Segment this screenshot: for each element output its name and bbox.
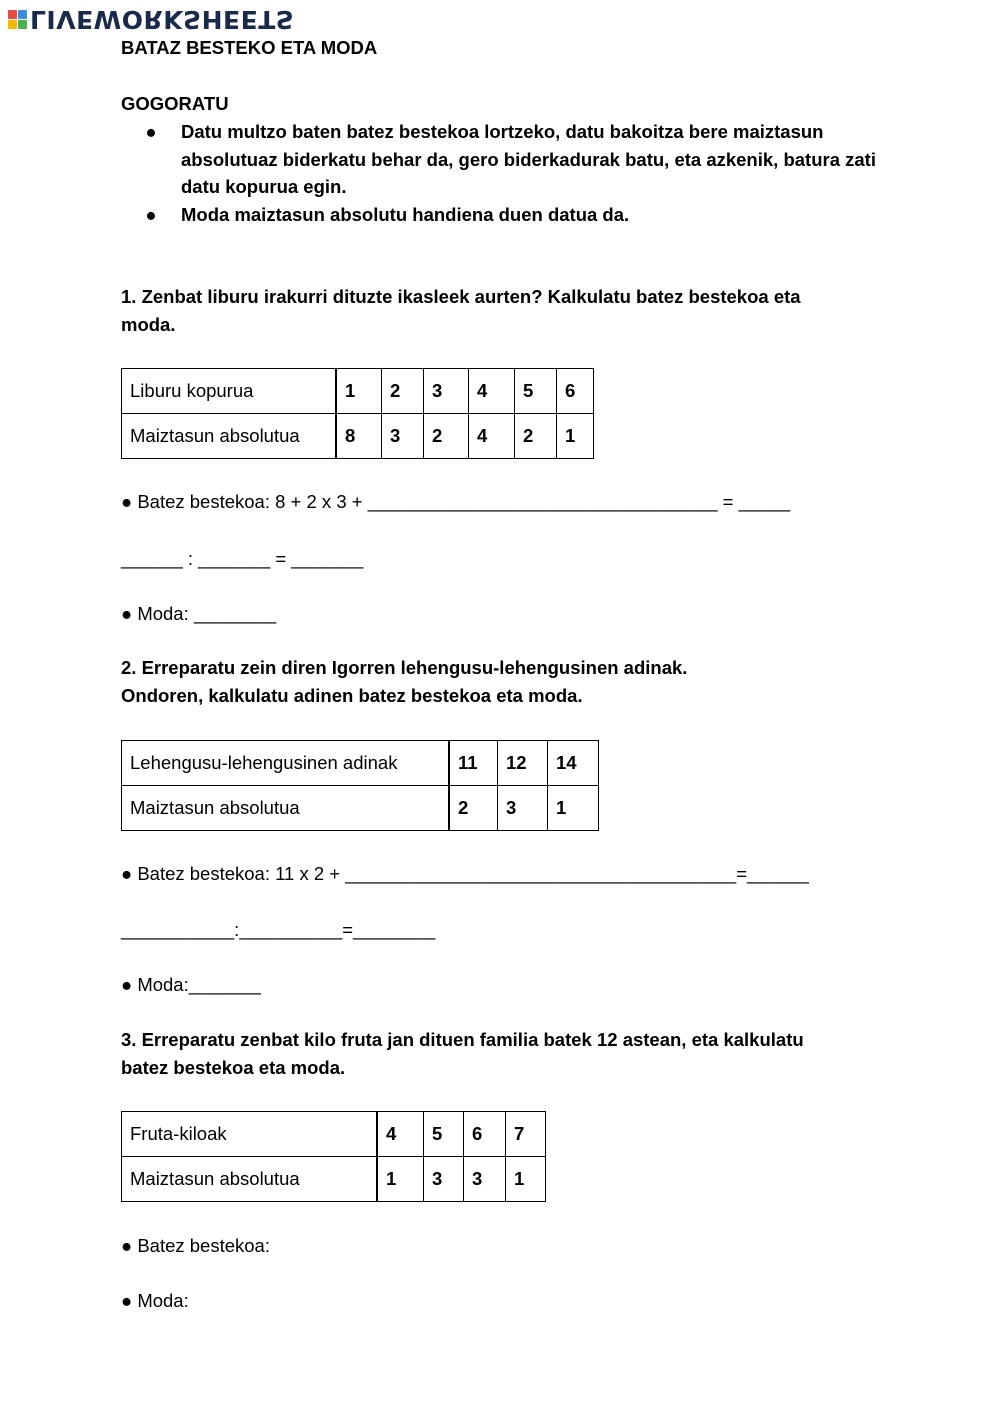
logo [8, 6, 294, 32]
reminder-item [121, 201, 881, 229]
exercise-1-table [121, 368, 594, 459]
bullet-icon: ● [145, 121, 157, 142]
logo-squares-icon [8, 10, 27, 29]
table-cell: 3 [424, 369, 469, 414]
table-cell: 6 [557, 369, 594, 414]
reminder-item [121, 118, 881, 201]
table-cell: 3 [424, 1157, 464, 1202]
page-title: BATAZ BESTEKO ETA MODA [121, 37, 378, 58]
table-cell: 1 [377, 1157, 424, 1202]
exercise-3-question-line-1: 3. Erreparatu zenbat kilo fruta jan dituen familia batek 12 astean, eta kalkulatu [121, 1029, 804, 1050]
table-cell: 3 [498, 786, 548, 831]
exercise-1-question-line-1: 1. Zenbat liburu irakurri dituzte ikasleek aurten? Kalkulatu batez bestekoa eta [121, 286, 801, 307]
table-cell: 2 [382, 369, 424, 414]
reminder-text: Moda maiztasun absolutu handiena duen datua da. [181, 203, 630, 225]
bullet-icon: ● [145, 203, 157, 225]
table-cell: 12 [498, 741, 548, 786]
table-header-cell: Maiztasun absolutua [122, 786, 450, 831]
reminder-heading: GOGORATU [121, 93, 229, 114]
table-cell: 4 [377, 1112, 424, 1157]
table-header-cell: Maiztasun absolutua [122, 1157, 378, 1202]
table-cell: 11 [449, 741, 498, 786]
exercise-3-table [121, 1111, 546, 1202]
table-cell: 1 [506, 1157, 546, 1202]
table-cell: 2 [424, 414, 469, 459]
exercise-3-mean-line[interactable]: ● Batez bestekoa: [121, 1235, 270, 1256]
table-cell: 2 [515, 414, 557, 459]
exercise-3-mode-line[interactable]: ● Moda: [121, 1290, 189, 1311]
table-row [122, 741, 599, 786]
table-header-cell: Liburu kopurua [122, 369, 337, 414]
table-header-cell: Maiztasun absolutua [122, 414, 337, 459]
table-cell: 7 [506, 1112, 546, 1157]
exercise-1-question-line-2: moda. [121, 314, 176, 335]
table-row [122, 1112, 546, 1157]
table-cell: 8 [336, 414, 382, 459]
table-header-cell: Fruta-kiloak [122, 1112, 378, 1157]
table-cell: 4 [469, 369, 515, 414]
table-row [122, 369, 594, 414]
table-cell: 1 [548, 786, 599, 831]
exercise-1-division-line[interactable]: ______ : _______ = _______ [121, 548, 364, 569]
table-cell: 3 [382, 414, 424, 459]
table-cell: 5 [515, 369, 557, 414]
table-cell: 6 [464, 1112, 506, 1157]
table-row [122, 414, 594, 459]
table-cell: 1 [557, 414, 594, 459]
logo-text: LIVEWORKSHEETS [30, 5, 295, 34]
table-header-cell: Lehengusu-lehengusinen adinak [122, 741, 450, 786]
exercise-1-mean-line[interactable]: ● Batez bestekoa: 8 + 2 x 3 + __________________________________ = _____ [121, 491, 791, 512]
table-row [122, 1157, 546, 1202]
exercise-3-question-line-2: batez bestekoa eta moda. [121, 1057, 346, 1078]
exercise-2-mode-line[interactable]: ● Moda:_______ [121, 974, 261, 995]
reminder-list [121, 118, 881, 228]
exercise-2-division-line[interactable]: ___________:__________=________ [121, 919, 436, 940]
table-cell: 14 [548, 741, 599, 786]
exercise-2-question-line-2: Ondoren, kalkulatu adinen batez bestekoa eta moda. [121, 685, 583, 706]
exercise-2-mean-line[interactable]: ● Batez bestekoa: 11 x 2 + ______________________________________=______ [121, 863, 809, 884]
table-cell: 5 [424, 1112, 464, 1157]
exercise-2-question-line-1: 2. Erreparatu zein diren Igorren lehengusu-lehengusinen adinak. [121, 657, 688, 678]
table-row [122, 786, 599, 831]
reminder-text: Datu multzo baten batez bestekoa lortzeko, datu bakoitza bere maiztasun absolutuaz biderkatu behar da, gero biderkadurak batu, eta azkenik, batura zati datu kopurua egin. [181, 121, 876, 197]
table-cell: 2 [449, 786, 498, 831]
table-cell: 4 [469, 414, 515, 459]
exercise-2-table [121, 740, 599, 831]
exercise-1-mode-line[interactable]: ● Moda: ________ [121, 603, 277, 624]
table-cell: 3 [464, 1157, 506, 1202]
table-cell: 1 [336, 369, 382, 414]
